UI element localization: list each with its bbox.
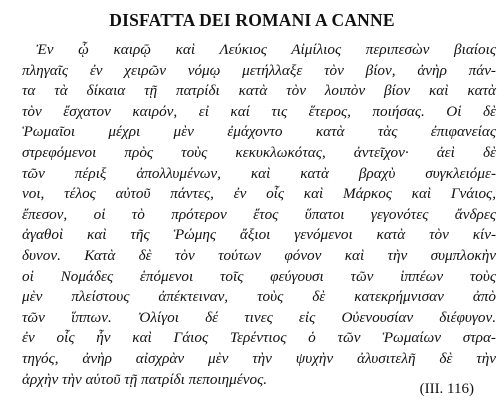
text-line: Ῥωμαῖοι μέχρι μὲν ἐμάχοντο κατὰ τὰς ἐπιφανείας	[22, 123, 496, 141]
passage-text	[22, 40, 496, 390]
document-title: DISFATTA DEI ROMANI A CANNE	[109, 10, 395, 30]
text-line: στρεφόμενοι πρὸς τοὺς κεκυκλωκότας, ἀντεῖχον· ἀεὶ δὲ	[22, 143, 496, 161]
text-line: τα τὰ δίκαια τῇ πατρίδι κατὰ τὸν λοιπὸν βίον καὶ κατὰ	[22, 82, 496, 100]
text-line: δυνον. Κατὰ δὲ τὸν τούτων φόνον καὶ τὴν συμπλοκὴν	[22, 246, 496, 264]
text-line: οἱ Νομάδες ἑπόμενοι τοῖς φεύγουσι τῶν ἱππέων τοὺς	[22, 267, 496, 285]
text-line: ἐν οἷς ἦν καὶ Γάιος Τερέντιος ὁ τῶν Ῥωμαίων στρα-	[22, 329, 496, 347]
text-line: ἔπεσον, οἱ τὸ πρότερον ἔτος ὕπατοι γεγονότες ἄνδρες	[22, 205, 496, 223]
text-line: τῶν πέριξ ἀπολλυμένων, καὶ κατὰ βραχὺ συγκλειόμε-	[22, 164, 496, 182]
text-line: πληγαῖς ἐν χειρῶν νόμῳ μετήλλαξε τὸν βίον, ἀνὴρ πάν-	[22, 61, 496, 79]
text-line: νοι, τέλος αὐτοῦ πάντες, ἐν οἷς καὶ Μάρκος καὶ Γνάιος,	[22, 185, 496, 203]
text-line: μὲν πλείστους ἀπέκτειναν, τοὺς δὲ κατεκρήμνισαν ἀπὸ	[22, 288, 496, 306]
text-line: Ἐν ᾧ καιρῷ καὶ Λεύκιος Αἰμίλιος περιπεσὼν βιαίοις	[36, 41, 496, 58]
text-line: ἀρχὴν τὴν αὑτοῦ τῇ πατρίδι πεποιημένος.	[22, 370, 268, 388]
citation-reference: (III. 116)	[419, 381, 474, 397]
text-line: ἀγαθοὶ καὶ τῆς Ῥώμης ἄξιοι γενόμενοι κατὰ τὸν κίν-	[22, 226, 496, 244]
text-line: τῶν ἵππων. Ὀλίγοι δέ τινες εἰς Οὐενουσίαν διέφυγον.	[22, 308, 496, 326]
text-line: τὸν ἔσχατον καιρόν, εἰ καί τις ἕτερος, ποιήσας. Οἱ δὲ	[22, 102, 496, 120]
text-line: τηγός, ἀνὴρ αἰσχρὰν μὲν τὴν ψυχὴν ἀλυσιτελῆ δὲ τὴν	[22, 349, 496, 367]
